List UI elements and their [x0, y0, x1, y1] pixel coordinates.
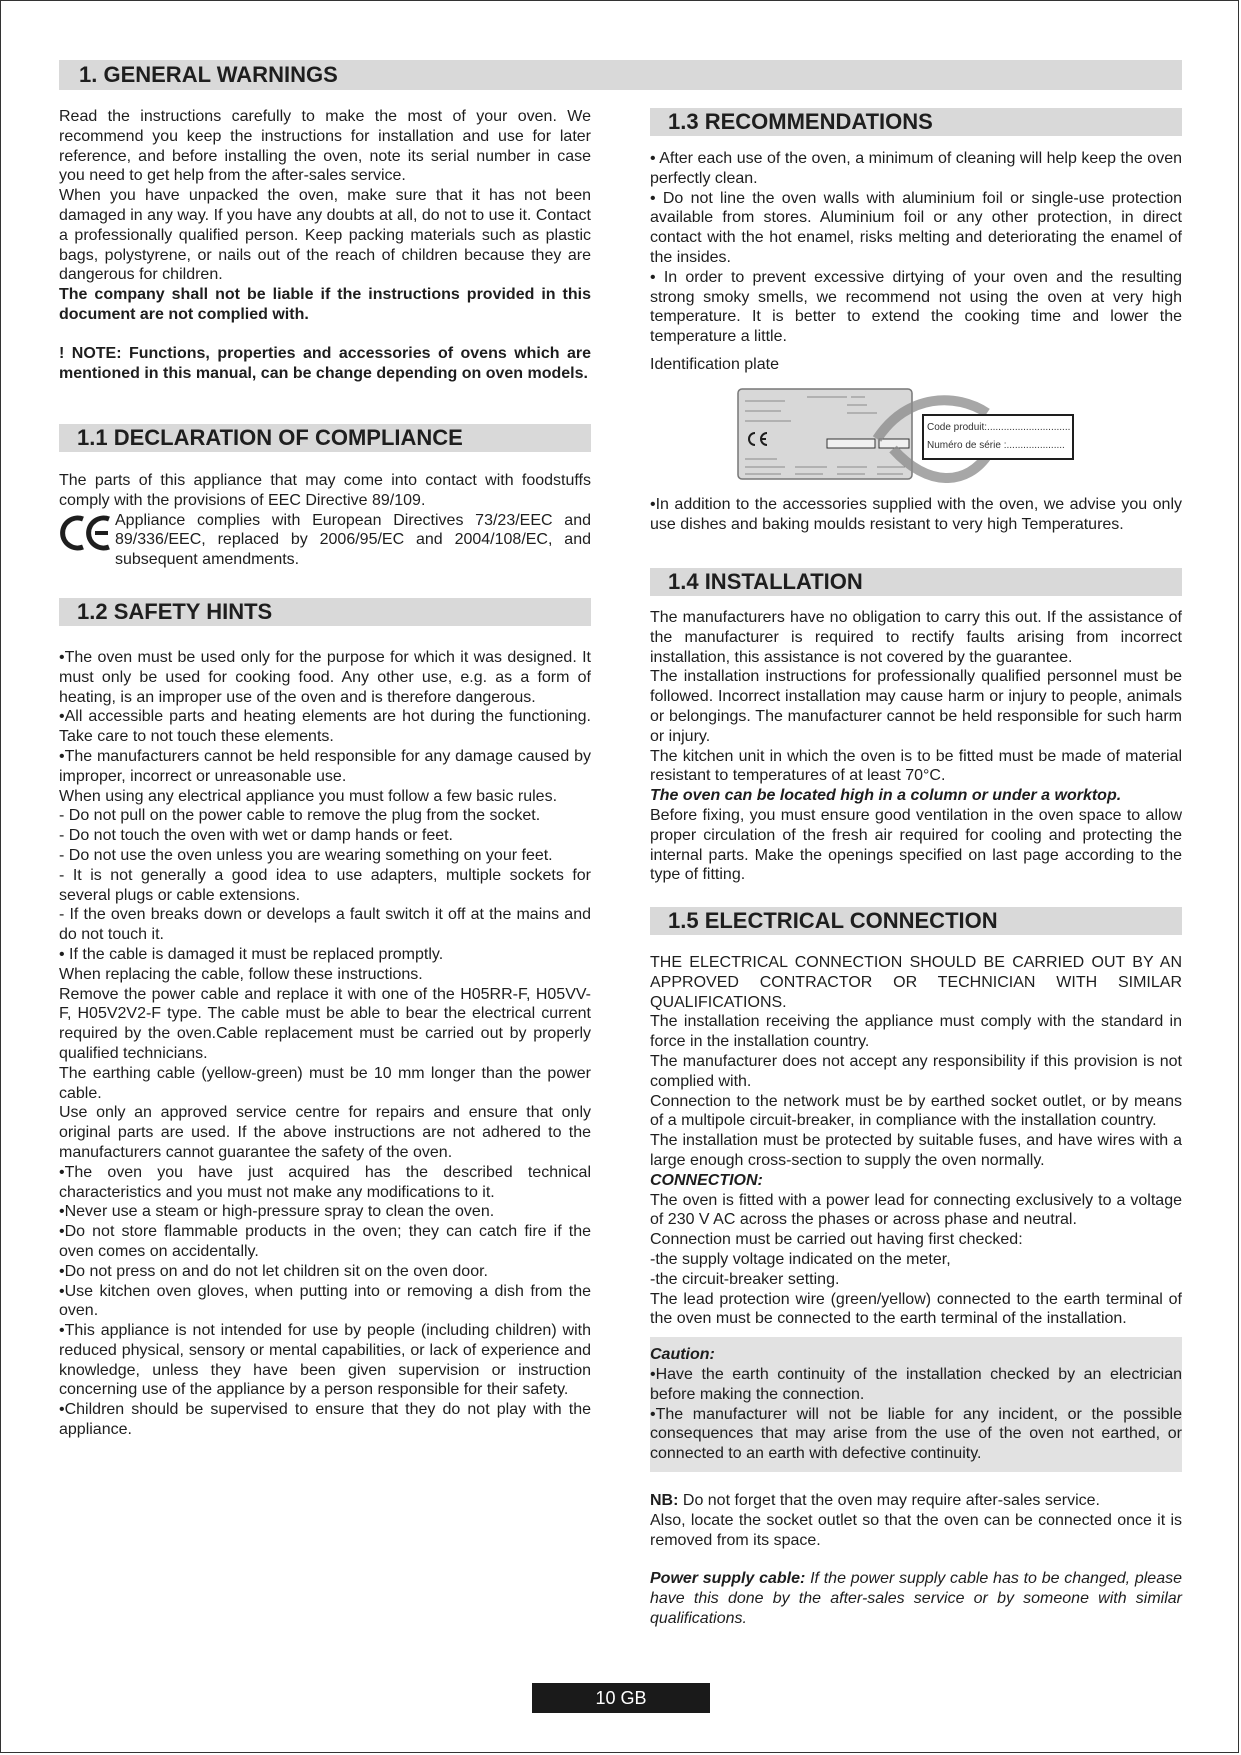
nb-note — [650, 1491, 1182, 1511]
safety-line: •Use kitchen oven gloves, when putting into or removing a dish from the oven. — [59, 1282, 591, 1320]
safety-line: •Never use a steam or high-pressure spray to clean the oven. — [59, 1203, 495, 1221]
electrical-para3: The manufacturer does not accept any responsibility if this provision is not complied with. — [650, 1052, 1182, 1090]
page-number: 10 GB — [532, 1683, 710, 1713]
plate-label-serial-number: Numéro de série :..................... — [927, 440, 1065, 451]
electrical-para9: -the circuit-breaker setting. — [650, 1270, 840, 1288]
safety-hints-body — [59, 648, 591, 1440]
general-warnings-heading: 1. GENERAL WARNINGS — [59, 60, 1182, 90]
electrical-para11: Also, locate the socket outlet so that the oven can be connected once it is removed from its space. — [650, 1511, 1182, 1549]
safety-line: •All accessible parts and heating elements are hot during the functioning. Take care to not touch these elements. — [59, 708, 591, 746]
power-supply-text: If the power supply cable has to be changed, please have this done by the after-sales service or by someone with similar qualifications. — [650, 1570, 1182, 1627]
caution-line2: •The manufacturer will not be liable for any incident, or the possible consequences that may arise from the use of the oven not earthed, or connected to an earth with defective continuity. — [650, 1405, 1182, 1463]
accessories-advice-text: •In addition to the accessories supplied with the oven, we advise you only use dishes and baking moulds resistant to very high Temperatures. — [650, 496, 1182, 533]
caution-box — [650, 1337, 1182, 1472]
electrical-para8: -the supply voltage indicated on the meter, — [650, 1250, 951, 1268]
power-supply-note — [650, 1569, 1182, 1628]
electrical-para1: THE ELECTRICAL CONNECTION SHOULD BE CARRIED OUT BY AN APPROVED CONTRACTOR OR TECHNICIAN WITH SIMILAR QUALIFICATIONS. — [650, 954, 1182, 1011]
left-column — [59, 107, 591, 383]
safety-line: When replacing the cable, follow these instructions. — [59, 965, 423, 983]
safety-hints-heading: 1.2 SAFETY HINTS — [59, 598, 591, 626]
nb-text: Do not forget that the oven may require after-sales service. — [678, 1491, 1100, 1509]
safety-line: •Do not press on and do not let children sit on the oven door. — [59, 1262, 488, 1280]
installation-heading: 1.4 INSTALLATION — [650, 568, 1182, 596]
recommendation-line: • Do not line the oven walls with aluminium foil or single-use protection available from stores. Aluminium foil or any other protection, in direct contact with the hot enamel, risks melting and deteriorating the enamel of the insides. — [650, 189, 1182, 266]
caution-label: Caution: — [650, 1346, 715, 1364]
safety-line: - If the oven breaks down or develops a fault switch it off at the mains and do not touch it. — [59, 906, 591, 944]
caution-line1: •Have the earth continuity of the installation checked by an electrician before making the connection. — [650, 1365, 1182, 1403]
safety-line: •Children should be supervised to ensure that they do not play with the appliance. — [59, 1401, 591, 1439]
recommendations-heading: 1.3 RECOMMENDATIONS — [650, 108, 1182, 136]
installation-body — [650, 608, 1182, 885]
electrical-para6: The oven is fitted with a power lead for connecting exclusively to a voltage of 230 V AC across the phases or across phase and neutral. — [650, 1191, 1182, 1229]
safety-line: - Do not pull on the power cable to remove the plug from the socket. — [59, 807, 541, 825]
plate-label-product-code: Code produit:.............................. — [927, 422, 1071, 433]
recommendation-line: • After each use of the oven, a minimum of cleaning will help keep the oven perfectly clean. — [650, 150, 1182, 187]
recommendations-body — [650, 149, 1182, 375]
safety-line: • If the cable is damaged it must be replaced promptly. — [59, 945, 444, 963]
ce-mark-icon — [59, 511, 115, 555]
safety-line: •The manufacturers cannot be held responsible for any damage caused by improper, incorrect or unreasonable use. — [59, 747, 591, 785]
compliance-para2: Appliance complies with European Directives 73/23/EEC and 89/336/EEC, replaced by 2006/95/EC and 2004/108/EC, and subsequent amendments. — [115, 511, 591, 569]
models-note: ! NOTE: Functions, properties and accessories of ovens which are mentioned in this manual, can be change depending on oven models. — [59, 344, 591, 382]
safety-line: - Do not touch the oven with wet or damp hands or feet. — [59, 827, 453, 845]
identification-plate-illustration — [737, 387, 1077, 483]
recommendation-line: • In order to prevent excessive dirtying of your oven and the resulting strong smoky smells, we recommend not using the oven at very high temperature. It is better to extend the cooking time and lower the temperature a little. — [650, 268, 1182, 346]
accessories-advice — [650, 495, 1182, 535]
compliance-para1: The parts of this appliance that may come into contact with foodstuffs comply with the provisions of EEC Directive 89/109. — [59, 472, 591, 509]
installation-para4: Before fixing, you must ensure good ventilation in the oven space to allow proper circulation of the fresh air required for cooling and protecting the internal parts. Make the openings specified on last page according to the type of fitting. — [650, 806, 1182, 884]
safety-line: •The oven you have just acquired has the described technical characteristics and you must not make any modifications to it. — [59, 1163, 591, 1201]
connection-label: CONNECTION: — [650, 1171, 763, 1189]
safety-line: •Do not store flammable products in the oven; they can catch fire if the oven comes on accidentally. — [59, 1223, 591, 1260]
electrical-para10: The lead protection wire (green/yellow) connected to the earth terminal of the oven must be connected to the earth terminal of the installation. — [650, 1290, 1182, 1328]
electrical-para5: The installation must be protected by suitable fuses, and have wires with a large enough cross-section to supply the oven normally. — [650, 1132, 1182, 1169]
safety-line: Remove the power cable and replace it with one of the H05RR-F, H05VV-F, H05V2V2-F type. The cable must be able to bear the electrical current required by the oven.Cable replacement must be carried out by properly qualified technicians. — [59, 985, 591, 1062]
general-warnings-para2: When you have unpacked the oven, make sure that it has not been damaged in any way. If you have any doubts at all, do not to use it. Contact a professionally qualified person. Keep packing materials such as plastic bags, polystyrene, or nails out of the reach of children because they are dangerous for children. — [59, 187, 591, 284]
safety-line: •This appliance is not intended for use by people (including children) with reduced physical, sensory or mental capabilities, or lack of experience and knowledge, unless they have been given supervision or instruction concerning use of the appliance by a person responsible for their safety. — [59, 1322, 591, 1399]
power-supply-label: Power supply cable: — [650, 1570, 806, 1588]
installation-para3: The kitchen unit in which the oven is to be fitted must be made of material resistant to temperatures of at least 70°C. — [650, 747, 1182, 785]
nb-label: NB: — [650, 1491, 679, 1509]
electrical-connection-heading: 1.5 ELECTRICAL CONNECTION — [650, 907, 1182, 935]
safety-line: The earthing cable (yellow-green) must be 10 mm longer than the power cable. — [59, 1064, 591, 1102]
electrical-para2: The installation receiving the appliance must comply with the standard in force in the installation country. — [650, 1013, 1182, 1051]
safety-line: Use only an approved service centre for repairs and ensure that only original parts are used. If the above instructions are not adhered to the manufacturers cannot guarantee the safety of the oven. — [59, 1104, 591, 1161]
identification-plate-title: Identification plate — [650, 355, 779, 373]
installation-location-note: The oven can be located high in a column or under a worktop. — [650, 787, 1122, 805]
safety-line: - Do not use the oven unless you are wearing something on your feet. — [59, 846, 553, 864]
electrical-para4: Connection to the network must be by earthed socket outlet, or by means of a multipole circuit-breaker, in compliance with the installation country. — [650, 1092, 1182, 1130]
electrical-connection-body — [650, 953, 1182, 1629]
general-warnings-para1: Read the instructions carefully to make the most of your oven. We recommend you keep the instructions for installation and use for later reference, and before installing the oven, note its serial number in case you need to get help from the after-sales service. — [59, 108, 591, 185]
ce-declaration — [59, 511, 591, 570]
liability-statement: The company shall not be liable if the instructions provided in this document are not complied with. — [59, 286, 591, 323]
compliance-body — [59, 471, 591, 570]
safety-line: When using any electrical appliance you must follow a few basic rules. — [59, 787, 558, 805]
installation-para1: The manufacturers have no obligation to carry this out. If the assistance of the manufacturer is required to rectify faults arising from incorrect installation, this assistance is not covered by the guarantee. — [650, 609, 1182, 666]
safety-line: - It is not generally a good idea to use adapters, multiple sockets for several plugs or cable extensions. — [59, 866, 591, 904]
installation-para2: The installation instructions for professionally qualified personnel must be followed. Incorrect installation may cause harm or injury to people, animals or belongings. The manufacturer cannot be held responsible for such harm or injury. — [650, 668, 1182, 745]
compliance-heading: 1.1 DECLARATION OF COMPLIANCE — [59, 424, 591, 452]
electrical-para7: Connection must be carried out having first checked: — [650, 1231, 1023, 1249]
safety-line: •The oven must be used only for the purpose for which it was designed. It must only be used for cooking food. Any other use, e.g. as a form of heating, is an improper use of the oven and is therefore dangerous. — [59, 649, 591, 706]
